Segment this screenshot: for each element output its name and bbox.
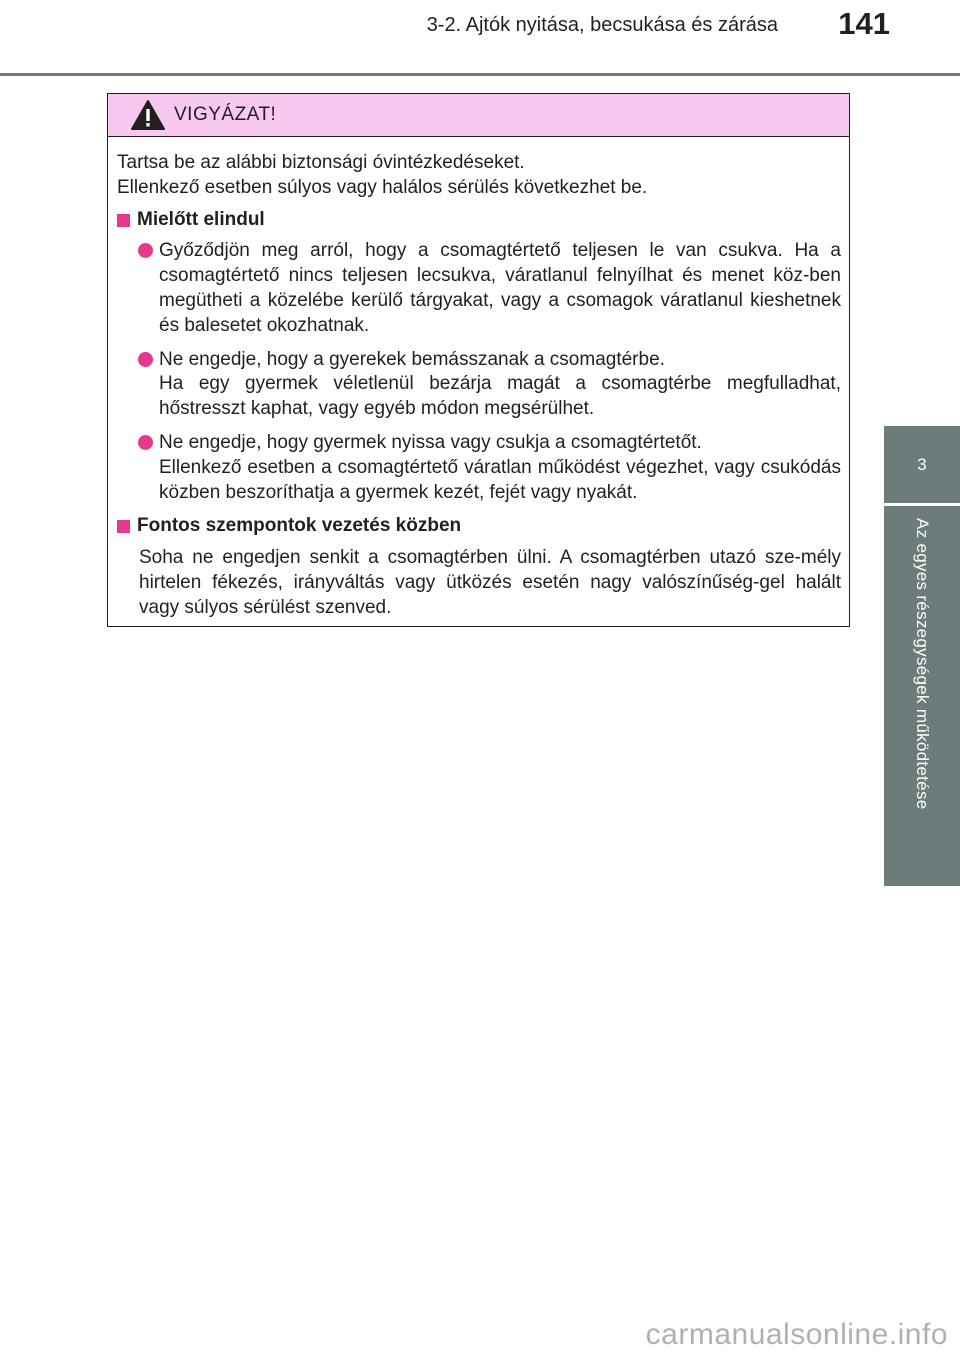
bullet-text: Ne engedje, hogy a gyerekek bemásszanak a csomagtérbe. <box>159 348 665 370</box>
square-bullet-icon <box>117 214 130 227</box>
section-title: 3-2. Ajtók nyitása, becsukása és zárása <box>426 14 778 36</box>
header-rule <box>0 73 960 76</box>
bullet-item <box>138 239 841 338</box>
page-number: 141 <box>838 6 890 41</box>
bullet-continuation: Ellenkező esetben a csomagtértető váratlan működést végezhet, vagy csukódás közben beszoríthatja a gyermek kezét, fejét vagy nyakát. <box>159 456 841 503</box>
warning-label: VIGYÁZAT! <box>174 104 277 125</box>
intro-line: Tartsa be az alábbi biztonsági óvintézkedéseket. <box>117 152 525 173</box>
round-bullet-icon <box>138 435 153 450</box>
chapter-tab <box>884 506 960 886</box>
warning-intro <box>117 151 841 201</box>
section-heading <box>117 208 841 233</box>
bullet-text: Győződjön meg arról, hogy a csomagtértető teljesen le van csukva. Ha a csomagtértető nincs teljesen lecsukva, váratlanul felnyílhat és menet köz-ben megütheti a közelébe kerülő tárgyakat, vagy a csomagok váratlanul kieshetnek és balesetet okozhatnak. <box>159 240 841 336</box>
warning-triangle-icon <box>130 99 166 131</box>
bullet-continuation: Ha egy gyermek véletlenül bezárja magát a csomagtérbe megfulladhat, hőstresszt kaphat, vagy egyéb módon megsérülhet. <box>159 373 841 420</box>
warning-body <box>108 137 849 621</box>
round-bullet-icon <box>138 352 153 367</box>
watermark-text: carmanualsonline.info <box>645 1318 948 1351</box>
intro-line: Ellenkező esetben súlyos vagy halálos sérülés következhet be. <box>117 176 648 198</box>
section-heading <box>117 514 841 539</box>
square-bullet-icon <box>117 520 130 533</box>
bullet-item <box>138 431 841 505</box>
chapter-tab-number: 3 <box>884 426 960 503</box>
chapter-tab-label: Az egyes részegységek működtetése <box>913 518 932 810</box>
warning-box <box>107 93 850 627</box>
round-bullet-icon <box>138 243 153 258</box>
warning-header <box>108 94 849 137</box>
section-heading-text: Fontos szempontok vezetés közben <box>137 515 462 537</box>
bullet-text: Ne engedje, hogy gyermek nyissa vagy csukja a csomagtértetőt. <box>159 431 702 453</box>
bullet-item <box>138 348 841 422</box>
section-body: Soha ne engedjen senkit a csomagtérben ülni. A csomagtérben utazó sze-mély hirtelen fékezés, irányváltás vagy ütközés esetén nagy valószínűség-gel halált vagy súlyos sérülést szenved. <box>139 547 841 618</box>
section-heading-text: Mielőtt elindul <box>137 208 265 230</box>
